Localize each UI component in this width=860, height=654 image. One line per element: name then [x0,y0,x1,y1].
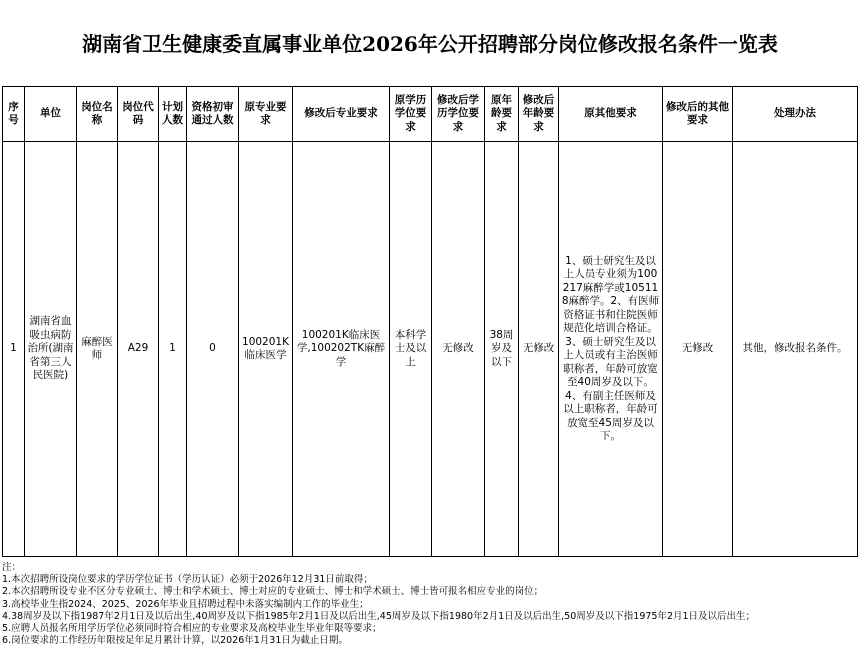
header-cell: 原年龄要求 [485,87,519,142]
page-title: 湖南省卫生健康委直属事业单位2026年公开招聘部分岗位修改报名条件一览表 [82,32,778,56]
note-item: 4.38周岁及以下指1987年2月1日及以后出生,40周岁及以下指1985年2月1日及以后出生,45周岁及以下指1980年2月1日及以后出生,50周岁及以下指1975年2月1日及以后出生； [2,610,756,622]
note-item: 2.本次招聘所设专业不区分专业硕士、博士和学术硕士、博士对应的专业硕士、博士和学术硕士、博士皆可报名相应专业的岗位； [2,586,544,598]
header-cell: 计划人数 [159,87,187,142]
header-cell: 序号 [3,87,25,142]
header-cell: 资格初审通过人数 [187,87,239,142]
notes-section [2,562,857,647]
header-cell: 修改后专业要求 [293,87,390,142]
header-cell: 处理办法 [733,87,858,142]
cell-new-degree: 无修改 [432,142,485,557]
note-heading: 注： [2,562,22,573]
cell-orig-major: 100201K临床医学 [239,142,293,557]
cell-passed-count: 0 [187,142,239,557]
cell-orig-age: 38周岁及以下 [485,142,519,557]
note-item: 3.高校毕业生指2024、2025、2026年毕业且招聘过程中未落实编制内工作的毕业生； [2,598,369,610]
table-header-row [3,87,858,142]
header-cell: 修改后学历学位要求 [432,87,485,142]
cell-new-other: 无修改 [663,142,733,557]
header-cell: 修改后年龄要求 [519,87,559,142]
note-item: 5.应聘人员报名所用学历学位必须同时符合相应的专业要求及高校毕业生毕业年限等要求； [2,623,382,635]
header-cell: 原学历学位要求 [390,87,432,142]
positions-table [2,86,858,557]
note-item: 6.岗位要求的工作经历年限按足年足月累计计算，以2026年1月31日为截止日期。 [2,635,348,647]
header-cell: 原专业要求 [239,87,293,142]
cell-unit: 湖南省血吸虫病防治所(湖南省第三人民医院) [25,142,77,557]
header-cell: 原其他要求 [559,87,663,142]
header-cell: 岗位代码 [118,87,159,142]
cell-position-name: 麻醉医师 [77,142,118,557]
cell-serial: 1 [3,142,25,557]
cell-position-code: A29 [118,142,159,557]
cell-new-age: 无修改 [519,142,559,557]
cell-orig-degree: 本科学士及以上 [390,142,432,557]
header-cell: 单位 [25,87,77,142]
cell-new-major: 100201K临床医学,100202TK麻醉学 [293,142,390,557]
cell-orig-other: 1、硕士研究生及以上人员专业须为100217麻醉学或105118麻醉学。2、有医师资格证书和住院医师规范化培训合格证。3、硕士研究生及以上人员或有主治医师职称者，年龄可放宽至40周岁及以下。4、有副主任医师及以上职称者，年龄可放宽至45周岁及以下。 [559,142,663,557]
cell-plan-count: 1 [159,142,187,557]
header-cell: 岗位名称 [77,87,118,142]
note-item: 1.本次招聘所设岗位要求的学历学位证书（学历认证）必须于2026年12月31日前取得； [2,574,373,586]
cell-handling: 其他，修改报名条件。 [733,142,858,557]
table-row [3,142,858,557]
header-cell: 修改后的其他要求 [663,87,733,142]
